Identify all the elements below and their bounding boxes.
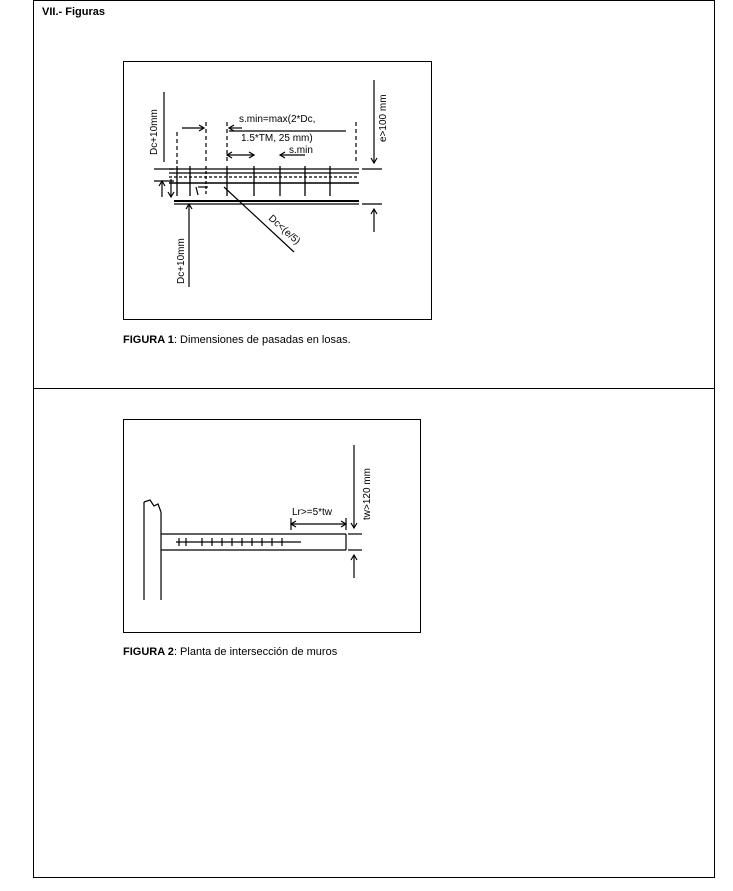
figure-2-caption-text: : Planta de intersección de muros	[173, 646, 338, 658]
label-dc-bottom: Dc+10mm	[176, 238, 187, 284]
label-smin: s.min	[289, 145, 313, 156]
label-smin-formula-2: 1.5*TM, 25 mm)	[241, 133, 313, 144]
figure-2-caption	[123, 646, 337, 658]
label-e-min: e>100 mm	[378, 94, 389, 142]
label-smin-formula-1: s.min=max(2*Dc,	[239, 114, 316, 125]
section-title: VII.- Figuras	[42, 6, 105, 18]
figure-1-box	[123, 61, 432, 320]
label-dc-top: Dc+10mm	[149, 109, 160, 155]
label-lr: Lr>=5*tw	[292, 507, 333, 518]
label-dc-ratio: Dc<(e/5)	[265, 213, 303, 248]
figure-1-drawing	[124, 62, 431, 319]
figure-2-drawing	[124, 420, 420, 632]
label-tw: tw>120 mm	[362, 468, 373, 520]
figure-1-caption-label: FIGURA 1	[123, 334, 174, 346]
figure-1-caption-text: : Dimensiones de pasadas en losas.	[173, 334, 351, 346]
section-divider	[33, 388, 715, 389]
figure-1-caption	[123, 334, 351, 346]
figure-2-box	[123, 419, 421, 633]
figure-2-caption-label: FIGURA 2	[123, 646, 174, 658]
